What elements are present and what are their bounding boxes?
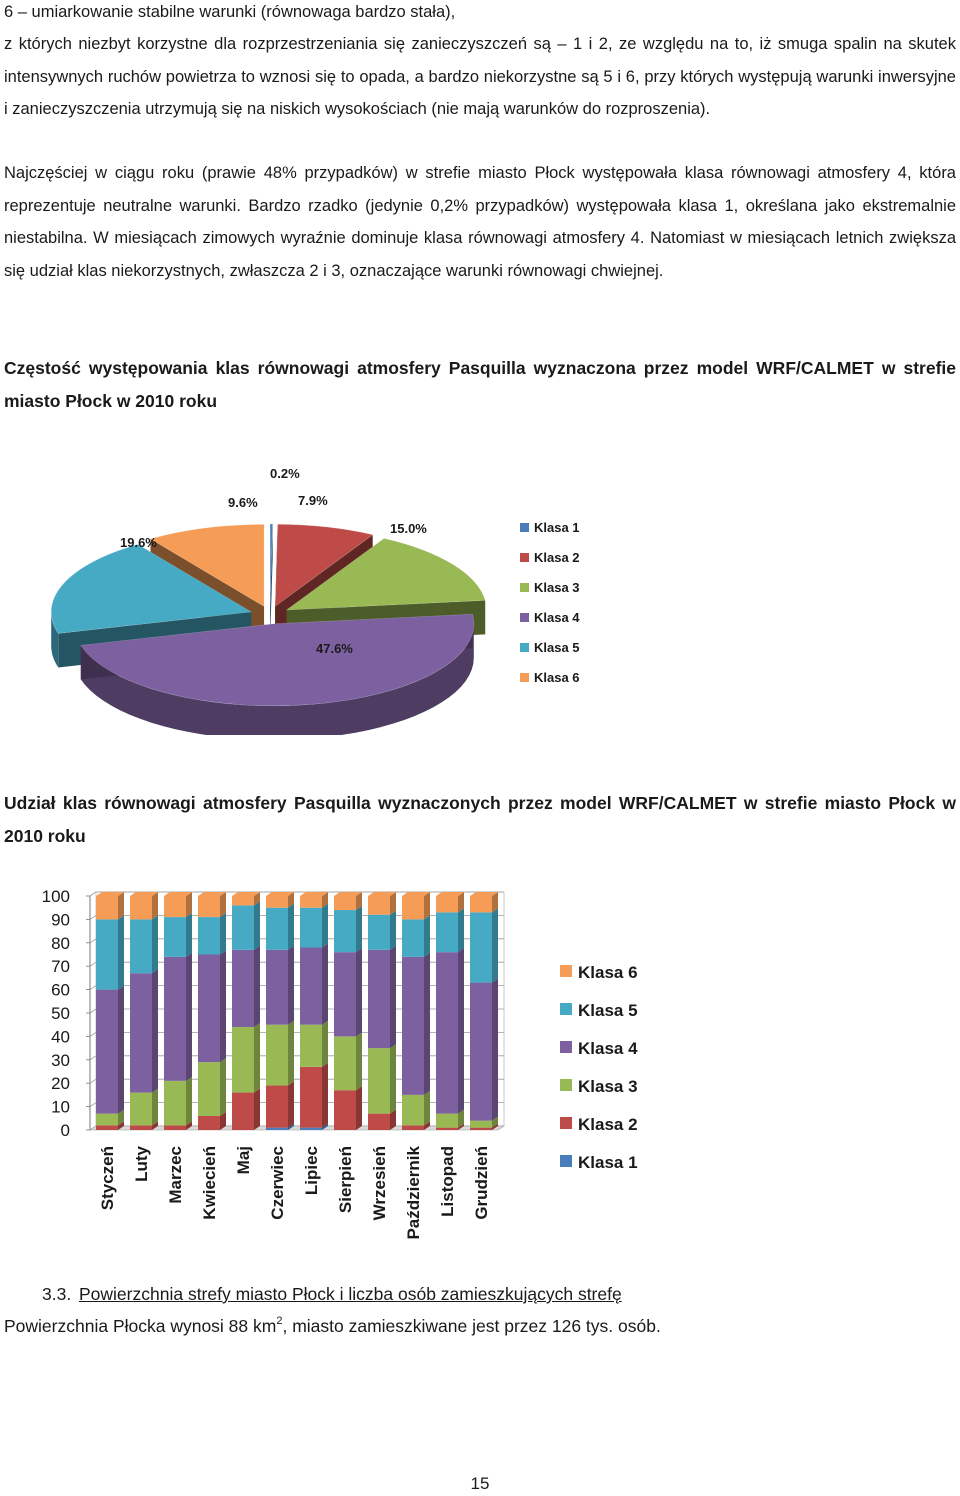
bar-segment-11-klasa-2 (436, 1128, 458, 1130)
bar-segment-side-2-3 (152, 1089, 158, 1126)
bar-segment-9-klasa-6 (368, 896, 390, 915)
pie-legend-swatch-4 (520, 613, 529, 622)
bar-segment-2-klasa-3 (130, 1093, 152, 1126)
bar-segment-3-klasa-5 (164, 917, 186, 957)
bar-segment-11-klasa-4 (436, 952, 458, 1113)
bar-segment-side-11-5 (458, 908, 464, 952)
bar-segment-4-klasa-6 (198, 896, 220, 917)
x-tick-label-8: Sierpień (336, 1146, 355, 1214)
x-tick-label-4: Kwiecień (200, 1146, 219, 1220)
bar-segment-4-klasa-2 (198, 1116, 220, 1130)
section-title: Powierzchnia strefy miasto Płock i liczba osób zamieszkujących strefę (79, 1284, 622, 1304)
bar-segment-5-klasa-5 (232, 905, 254, 949)
bar-segment-10-klasa-4 (402, 957, 424, 1095)
pie-value-label-5: 19.6% (120, 535, 157, 550)
pie-value-label-4: 47.6% (316, 641, 353, 656)
bar-legend-swatch-6 (560, 1155, 572, 1167)
bar-legend-label-4: Klasa 3 (578, 1077, 638, 1096)
pie-value-label-2: 7.9% (298, 493, 328, 508)
bar-segment-side-5-2 (254, 1089, 260, 1130)
bar-segment-side-7-5 (322, 904, 328, 948)
bar-segment-2-klasa-6 (130, 896, 152, 919)
bar-segment-side-5-5 (254, 901, 260, 949)
bar-segment-side-9-4 (390, 946, 396, 1048)
bar-segment-side-2-5 (152, 915, 158, 973)
pie-legend-label-4: Klasa 4 (534, 610, 580, 625)
bar-segment-12-klasa-3 (470, 1121, 492, 1128)
bar-segment-12-klasa-2 (470, 1128, 492, 1130)
y-tick-label: 80 (51, 933, 70, 953)
bar-legend-swatch-3 (560, 1041, 572, 1053)
bar-segment-side-2-4 (152, 969, 158, 1092)
bar-segment-9-klasa-2 (368, 1114, 390, 1130)
pie-legend-label-2: Klasa 2 (534, 550, 580, 565)
pie-legend-swatch-6 (520, 673, 529, 682)
bar-segment-side-8-3 (356, 1032, 362, 1090)
bar-segment-side-5-3 (254, 1023, 260, 1093)
x-tick-label-7: Lipiec (302, 1146, 321, 1196)
y-tick-label: 70 (51, 957, 70, 977)
bar-segment-10-klasa-6 (402, 896, 424, 919)
bar-legend-label-1: Klasa 6 (578, 963, 638, 982)
class6-description: 6 – umiarkowanie stabilne warunki (równowaga bardzo stała), (4, 3, 456, 21)
bar-segment-1-klasa-6 (96, 896, 118, 919)
bar-segment-7-klasa-4 (300, 947, 322, 1024)
bar-segment-9-klasa-5 (368, 915, 390, 950)
bar-segment-10-klasa-2 (402, 1125, 424, 1130)
bar-segment-11-klasa-3 (436, 1114, 458, 1128)
bar-segment-5-klasa-2 (232, 1093, 254, 1130)
bar-segment-side-5-4 (254, 946, 260, 1027)
x-tick-label-6: Czerwiec (268, 1146, 287, 1220)
bar-legend-label-3: Klasa 4 (578, 1039, 638, 1058)
bar-segment-11-klasa-6 (436, 896, 458, 912)
bar-legend-label-5: Klasa 2 (578, 1115, 638, 1134)
bar-segment-7-klasa-1 (300, 1128, 322, 1130)
bar-segment-5-klasa-3 (232, 1027, 254, 1093)
bar-segment-7-klasa-5 (300, 908, 322, 948)
y-tick-label: 10 (51, 1097, 70, 1117)
bar-segment-4-klasa-5 (198, 917, 220, 954)
stacked-bar-chart (20, 880, 740, 1260)
pie-legend-label-1: Klasa 1 (534, 520, 580, 535)
bar-segment-side-9-5 (390, 911, 396, 950)
bar-segment-side-9-3 (390, 1044, 396, 1114)
y-tick-label: 90 (51, 910, 70, 930)
bar-segment-11-klasa-5 (436, 912, 458, 952)
bar-segment-side-4-6 (220, 892, 226, 917)
bar-segment-side-11-4 (458, 948, 464, 1113)
bar-segment-1-klasa-4 (96, 990, 118, 1114)
bar-segment-side-1-6 (118, 892, 124, 919)
bar-segment-2-klasa-5 (130, 919, 152, 973)
bar-segment-10-klasa-3 (402, 1095, 424, 1125)
bar-segment-3-klasa-4 (164, 957, 186, 1081)
bar-segment-10-klasa-5 (402, 919, 424, 956)
bar-segment-12-klasa-6 (470, 896, 492, 912)
bar-segment-6-klasa-4 (266, 950, 288, 1025)
bar-segment-side-10-3 (424, 1091, 430, 1125)
bar-segment-side-6-5 (288, 904, 294, 950)
bar-segment-side-6-2 (288, 1082, 294, 1128)
y-tick-label: 100 (41, 887, 70, 906)
bar-segment-side-12-5 (492, 908, 498, 982)
x-tick-label-10: Październik (404, 1146, 423, 1240)
bar-segment-1-klasa-5 (96, 919, 118, 989)
bar-segment-7-klasa-2 (300, 1067, 322, 1128)
bar-segment-4-klasa-3 (198, 1062, 220, 1116)
bar-segment-side-7-2 (322, 1063, 328, 1128)
x-tick-label-12: Grudzień (472, 1146, 491, 1220)
pie-value-label-6: 9.6% (228, 495, 258, 510)
pie-chart (30, 455, 630, 735)
y-tick-label: 0 (60, 1121, 70, 1140)
bar-segment-side-3-5 (186, 913, 192, 957)
bar-segment-side-10-4 (424, 953, 430, 1095)
y-tick-label: 40 (51, 1027, 70, 1047)
y-tick-label: 20 (51, 1074, 70, 1094)
x-tick-label-11: Listopad (438, 1146, 457, 1217)
bar-segment-5-klasa-4 (232, 950, 254, 1027)
x-tick-label-2: Luty (132, 1146, 151, 1182)
bar-segment-6-klasa-6 (266, 896, 288, 908)
pie-value-label-1: 0.2% (270, 466, 300, 481)
bar-segment-3-klasa-3 (164, 1081, 186, 1125)
bar-segment-7-klasa-6 (300, 896, 322, 908)
bar-segment-side-3-3 (186, 1077, 192, 1125)
bar-legend-swatch-4 (560, 1079, 572, 1091)
bar-segment-side-12-4 (492, 979, 498, 1121)
bar-segment-12-klasa-5 (470, 912, 492, 982)
bar-segment-side-9-6 (390, 892, 396, 915)
bar-segment-9-klasa-4 (368, 950, 390, 1048)
bar-segment-1-klasa-2 (96, 1125, 118, 1130)
section-number: 3.3. (42, 1284, 72, 1304)
bar-segment-side-8-2 (356, 1086, 362, 1130)
bar-segment-side-3-4 (186, 953, 192, 1081)
y-tick-label: 60 (51, 980, 70, 1000)
pie-legend-swatch-5 (520, 643, 529, 652)
pie-value-label-3: 15.0% (390, 521, 427, 536)
x-tick-label-9: Wrzesień (370, 1146, 389, 1221)
pie-legend-swatch-3 (520, 583, 529, 592)
pie-legend-swatch-2 (520, 553, 529, 562)
pie-chart-caption: Częstość występowania klas równowagi atmosfery Pasquilla wyznaczona przez model WRF/CALMET w strefie miasto Płock w 2010 roku (4, 358, 956, 411)
bar-segment-side-1-5 (118, 915, 124, 989)
bar-legend-swatch-1 (560, 965, 572, 977)
bar-segment-side-4-5 (220, 913, 226, 954)
bar-segment-8-klasa-6 (334, 896, 356, 910)
bar-segment-7-klasa-3 (300, 1025, 322, 1067)
bar-segment-6-klasa-1 (266, 1128, 288, 1130)
bar-segment-8-klasa-5 (334, 910, 356, 952)
bar-segment-side-7-3 (322, 1021, 328, 1067)
pie-legend-label-6: Klasa 6 (534, 670, 580, 685)
bar-segment-12-klasa-4 (470, 983, 492, 1121)
bar-segment-1-klasa-3 (96, 1114, 118, 1126)
bar-legend-swatch-2 (560, 1003, 572, 1015)
bar-segment-side-8-4 (356, 948, 362, 1036)
area-population-text: Powierzchnia Płocka wynosi 88 $km^2$, miasto zamieszkiwane jest przez 126 tys. osób. (4, 1315, 661, 1336)
bar-segment-side-10-6 (424, 892, 430, 919)
bar-segment-side-4-3 (220, 1058, 226, 1116)
bar-segment-side-7-4 (322, 943, 328, 1024)
bar-segment-side-2-6 (152, 892, 158, 919)
page-number: 15 (470, 1474, 490, 1493)
x-tick-label-3: Marzec (166, 1146, 185, 1204)
bar-chart-caption: Udział klas równowagi atmosfery Pasquilla wyznaczonych przez model WRF/CALMET w strefie miasto Płock w 2010 roku (4, 793, 956, 846)
paragraph-plock-summary: Najczęściej w ciągu roku (prawie 48% przypadków) w strefie miasto Płock występowała klasa równowagi atmosfery 4, która reprezentuje neutralne warunki. Bardzo rzadko (jedynie 0,2% przypadków) występowała klasa 1, określana jako ekstremalnie niestabilna. W miesiącach zimowych wyraźnie dominuje klasa równowagi atmosfery 4. Natomiast w miesiącach letnich zwiększa się udział klas niekorzystnych, zwłaszcza 2 i 3, oznaczające warunki równowagi chwiejnej. (4, 164, 956, 280)
bar-segment-3-klasa-6 (164, 896, 186, 917)
y-tick-label: 50 (51, 1004, 70, 1023)
bar-segment-9-klasa-3 (368, 1048, 390, 1114)
bar-legend-swatch-5 (560, 1117, 572, 1129)
y-tick-label: 30 (51, 1050, 70, 1070)
bar-segment-side-10-5 (424, 915, 430, 956)
bar-segment-5-klasa-6 (232, 896, 254, 905)
bar-legend-label-6: Klasa 1 (578, 1153, 638, 1172)
bar-segment-8-klasa-2 (334, 1090, 356, 1130)
bar-segment-side-8-5 (356, 906, 362, 952)
paragraph-classes-conditions: z których niezbyt korzystne dla rozprzestrzeniania się zanieczyszczeń są – 1 i 2, ze względu na to, iż smuga spalin na skutek intensywnych ruchów powietrza to wznosi się to opada, a bardzo niekorzystne są 5 i 6, przy których występują warunki inwersyjne i zanieczyszczenia utrzymują się na niskich wysokościach (nie mają warunków do rozproszenia). (4, 35, 956, 119)
bar-segment-side-4-4 (220, 951, 226, 1063)
bar-segment-side-6-4 (288, 946, 294, 1025)
bar-segment-2-klasa-4 (130, 973, 152, 1092)
pie-legend-label-5: Klasa 5 (534, 640, 580, 655)
bar-segment-4-klasa-4 (198, 955, 220, 1063)
bar-segment-side-3-6 (186, 892, 192, 917)
bar-segment-8-klasa-3 (334, 1036, 356, 1090)
bar-segment-6-klasa-5 (266, 908, 288, 950)
bar-segment-side-6-3 (288, 1021, 294, 1086)
bar-segment-6-klasa-2 (266, 1086, 288, 1128)
bar-segment-2-klasa-2 (130, 1125, 152, 1130)
bar-legend-label-2: Klasa 5 (578, 1001, 638, 1020)
bar-segment-3-klasa-2 (164, 1125, 186, 1130)
x-tick-label-5: Maj (234, 1146, 253, 1175)
x-tick-label-1: Styczeń (98, 1146, 117, 1211)
bar-segment-side-1-4 (118, 986, 124, 1114)
pie-legend-label-3: Klasa 3 (534, 580, 580, 595)
pie-legend-swatch-1 (520, 523, 529, 532)
bar-segment-6-klasa-3 (266, 1025, 288, 1086)
bar-segment-8-klasa-4 (334, 952, 356, 1036)
